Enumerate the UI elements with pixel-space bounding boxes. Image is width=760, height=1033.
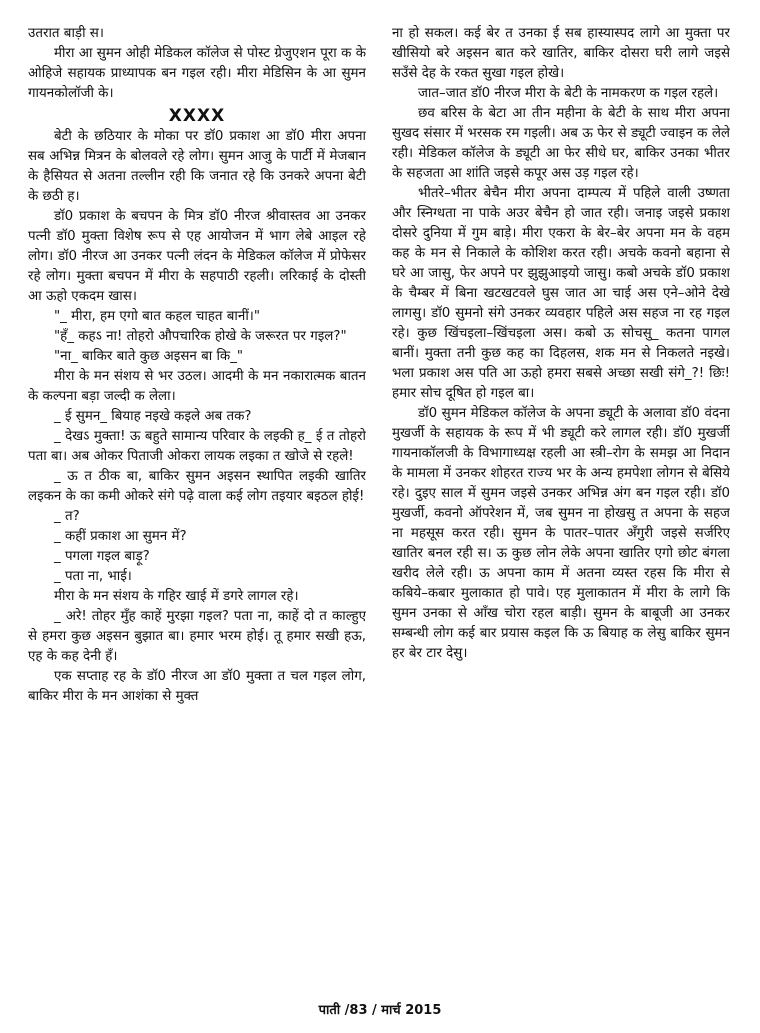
left-column [28,24,366,974]
paragraph: ना हो सकल। कई बेर त उनका ई सब हास्यास्पद लागे आ मुक्ता पर खीसियो बरे अइसन बात करे खातिर, बाकिर दोसरा घरी लागे जइसे सउँसे देह के रकत सुखा गइल होखे। [392,26,730,81]
paragraph: छव बरिस के बेटा आ तीन महीना के बेटी के साथ मीरा अपना सुखद संसार में भरसक रम गइली। अब ऊ फेर से ड्यूटी ज्वाइन क लेले रही। मेडिकल कॉलेज के ड्यूटी आ फेर सीधे घर, बाकिर उनका भीतर के सहजता आ शांति जइसे कपूर अस उड़ गइल रहे। [392,106,730,181]
paragraph: _ अरे! तोहर मुँह काहें मुरझा गइल? पता ना, काहें दो त काल्हुए से हमरा कुछ अइसन बुझात बा। हमार भरम होई। तू हमार सखी हऊ, एह के कह देनी हँ। [28,609,366,664]
paragraph: भीतरे–भीतर बेचैन मीरा अपना दाम्पत्य में पहिले वाली उष्णता और स्निग्धता ना पाके अउर बेचैन हो जात रही। जनाइ जइसे प्रकाश दोसरे दुनिया में गुम बाड़े। मीरा एकरा के बेर–बेर अपना मन के वहम कह के मन से निकाले के कोशिश करत रही। अचके कवनो बहाना से घरे आ जासु, फेर अपने पर झुझुआइयो जासु। कबो अचके डॉ0 प्रकाश के चैम्बर में बिना खटखटवले घुस जात आ चाई अस एने–ओने देखे लागसु। डॉ0 सुमनो संगे उनकर व्यवहार पहिले अस सहज ना रह गइल रहे। कुछ खिंचइला–खिंचइला अस। कबो ऊ सोचसु_ कतना पागल बानीं। मुक्ता तनी कुछ कह का दिहलस, शक मन से निकलते नइखे। भला प्रकाश अस पति आ ऊहो हमरा सबसे अच्छा सखी संगे_?! छिः! हमार सोच दूषित हो गइल बा। [392,186,730,401]
right-column [392,24,730,974]
section-separator: XXXX [168,106,226,126]
paragraph: _ ई सुमन_ बियाह नइखे कइले अब तक? [54,409,252,424]
paragraph: जात–जात डॉ0 नीरज मीरा के बेटी के नामकरण क गइल रहले। [418,86,719,101]
paragraph: "_ मीरा, हम एगो बात कहल चाहत बानीं।" [54,309,261,324]
paragraph: _ देखऽ मुक्ता! ऊ बहुते सामान्य परिवार के लइकी ह_ ई त तोहरो पता बा। अब ओकर पिताजी ओकरा लायक लइका त खोजे से रहले! [28,429,366,464]
paragraph: _ पगला गइल बाड़ू? [54,549,150,564]
paragraph: _ ऊ त ठीक बा, बाकिर सुमन अइसन स्थापित लइकी खातिर लइकन के का कमी ओकरे संगे पढ़े वाला कई लोग तइयार बइठल होई! [28,469,366,504]
paragraph: मीरा के मन संशय से भर उठल। आदमी के मन नकारात्मक बातन के कल्पना बड़ा जल्दी क लेला। [28,369,366,404]
paragraph: _ त? [54,509,80,524]
page-footer: पाती /83 / मार्च 2015 [318,1003,442,1018]
paragraph: उतरात बाड़ी स। [28,26,104,41]
paragraph: बेटी के छठियार के मोका पर डॉ0 प्रकाश आ डॉ0 मीरा अपना सब अभिन्न मित्रन के बोलवले रहे लोग। सुमन आजु के पार्टी में मेजबान के हैसियत से अतना तल्लीन रही कि जनात रहे कि उनकरे अपना बेटी के छठी ह। [28,129,366,204]
paragraph: "हँ_ कहऽ ना! तोहरो औपचारिक होखे के जरूरत पर गइल?" [54,329,347,344]
paragraph: डॉ0 प्रकाश के बचपन के मित्र डॉ0 नीरज श्रीवास्तव आ उनकर पत्नी डॉ0 मुक्ता विशेष रूप से एह आयोजन में भाग लेबे आइल रहे लोग। डॉ0 नीरज आ उनकर पत्नी लंदन के मेडिकल कॉलेज में प्रोफेसर रहे लोग। मुक्ता बचपन में मीरा के सहपाठी रहली। लरिकाई के दोस्ती आ ऊहो एकदम खास। [28,209,366,304]
paragraph: मीरा के मन संशय के गहिर खाई में डगरे लागल रहे। [54,589,299,604]
paragraph: डॉ0 सुमन मेडिकल कॉलेज के अपना ड्यूटी के अलावा डॉ0 वंदना मुखर्जी के सहायक के रूप में भी ड्यूटी करे लागल रही। डॉ0 मुखर्जी गायनाकॉलजी के विभागाध्यक्ष रहली आ स्त्री–रोग के समझ आ निदान के मामला में उनकर शोहरत राज्य भर के अन्य हमपेशा लोगन से बेसिये रहे। दुइए साल में सुमन जइसे उनकर अभिन्न अंग बन गइल रही। डॉ0 मुखर्जी, कवनो ऑपरेशन में, जब सुमन ना होखसु त अपना के सहज ना महसूस करत रही। सुमन के पातर–पातर अँगुरी जइसे सर्जरिए खातिर बनल रही स। ऊ कुछ लोन लेके अपना खातिर एगो छोट बंगला खरीद लेले रही। ऊ अपना काम में अतना व्यस्त रहस कि मीरा से कबिये–कबार मुलाकात हो पावे। एह मुलाकातन में मीरा के लागे कि सुमन उनका से आँख चोरा रहल बाड़ी। सुमन के बाबूजी आ उनकर सम्बन्धी लोग कई बार प्रयास कइल कि ऊ बियाह क लेसु बाकिर सुमन हर बेर टार देसु। [392,406,730,661]
paragraph: मीरा आ सुमन ओही मेडिकल कॉलेज से पोस्ट ग्रेजुएशन पूरा क के ओहिजे सहायक प्राध्यापक बन गइल रही। मीरा मेडिसिन के आ सुमन गायनकोलॉजी के। [28,46,366,101]
paragraph: "ना_ बाकिर बाते कुछ अइसन बा कि_" [54,349,244,364]
paragraph: एक सप्ताह रह के डॉ0 नीरज आ डॉ0 मुक्ता त चल गइल लोग, बाकिर मीरा के मन आशंका से मुक्त [28,669,366,704]
paragraph: _ पता ना, भाई। [54,569,132,584]
paragraph: _ कहीं प्रकाश आ सुमन में? [54,529,187,544]
